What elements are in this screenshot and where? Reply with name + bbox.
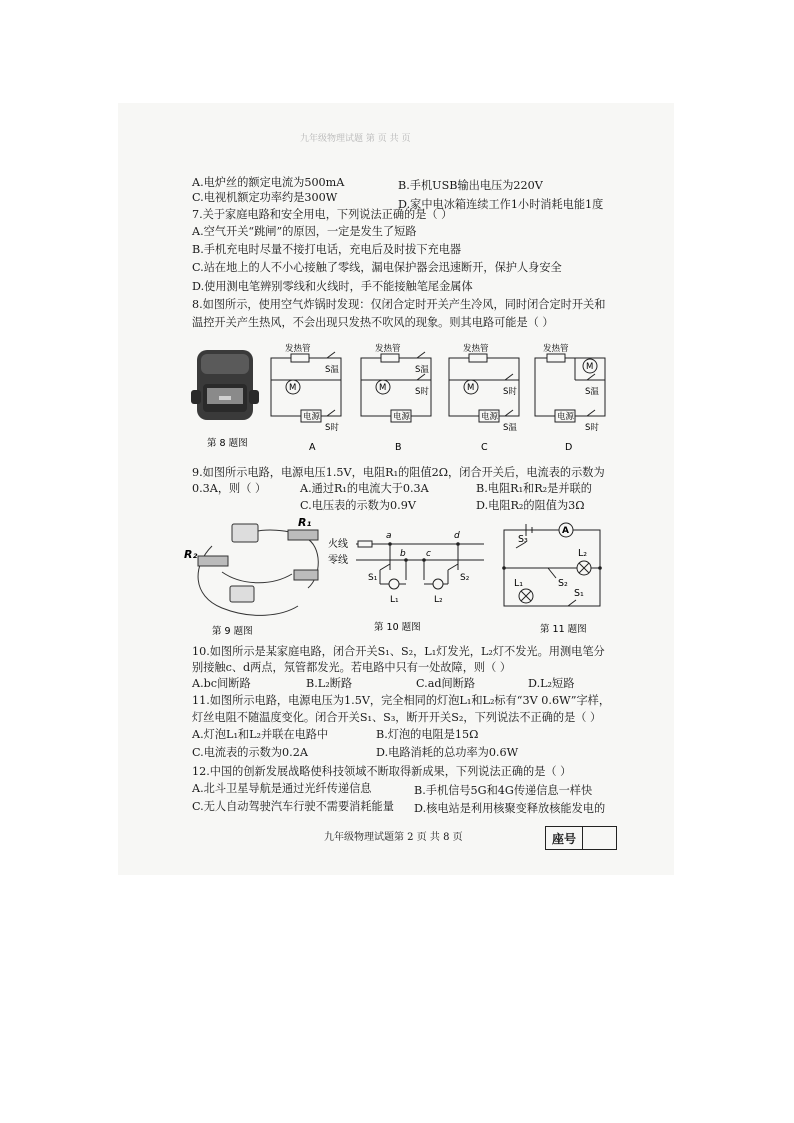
- resistor-r2: [198, 556, 228, 566]
- q7-stem: 7.关于家庭电路和安全用电，下列说法正确的是（ ）: [192, 208, 453, 221]
- q6-option-d: D.家中电冰箱连续工作1小时消耗电能1度: [398, 198, 604, 211]
- q11-option-c: C.电流表的示数为0.2A: [192, 746, 308, 759]
- air-fryer-image: [191, 350, 259, 420]
- q9-option-a: A.通过R₁的电流大于0.3A: [300, 482, 429, 495]
- q10-l1-label: L₁: [390, 595, 399, 605]
- q9-stem-line2: 0.3A，则（ ）: [192, 482, 267, 495]
- q8a-heater-label: 发热管: [285, 344, 311, 354]
- q7-option-a: A.空气开关“跳闸”的原因，一定是发生了短路: [192, 225, 417, 238]
- ammeter-device: [230, 586, 254, 602]
- q8b-heater-label: 发热管: [375, 344, 401, 354]
- q8-figure-caption: 第 8 题图: [207, 438, 248, 449]
- q8d-motor-label: M: [586, 362, 594, 372]
- q12-stem: 12.中国的创新发展战略使科技领域不断取得新成果，下列说法正确的是（ ）: [192, 765, 572, 778]
- q8d-heater-label: 发热管: [543, 344, 569, 354]
- q10-figure-caption: 第 10 题图: [374, 622, 421, 633]
- q9-option-b: B.电阻R₁和R₂是并联的: [476, 482, 592, 495]
- q11-s1-label: S₁: [574, 588, 584, 599]
- q11-l2-label: L₂: [578, 548, 588, 559]
- q11-s3-label: S₃: [518, 534, 528, 545]
- q8c-heater-label: 发热管: [463, 344, 489, 354]
- q7-option-b: B.手机充电时尽量不接打电话，充电后及时拔下充电器: [192, 243, 462, 256]
- seat-number-box: [545, 826, 617, 850]
- q6-option-b: B.手机USB输出电压为220V: [398, 179, 543, 192]
- q8b-source-label: 电源: [393, 412, 411, 422]
- q8-option-b-label: B: [395, 442, 402, 453]
- q8-stem-line1: 8.如图所示，使用空气炸锅时发现：仅闭合定时开关产生冷风，同时闭合定时开关和: [192, 298, 606, 311]
- q10-option-a: A.bc间断路: [192, 677, 251, 690]
- q9-option-d: D.电阻R₂的阻值为3Ω: [476, 499, 585, 512]
- q10-l2-label: L₂: [434, 595, 443, 605]
- q9-r2-label: R₂: [184, 548, 198, 561]
- q7-option-d: D.使用测电笔辨别零线和火线时，手不能接触笔尾金属体: [192, 280, 473, 293]
- q8-option-d-label: D: [565, 442, 573, 453]
- resistor-r1: [288, 530, 318, 540]
- q8b-switch-timer: S时: [415, 387, 429, 397]
- q10-point-b: b: [400, 549, 406, 559]
- q9-figure: [182, 516, 332, 640]
- q8d-source-label: 电源: [557, 412, 575, 422]
- q11-figure: [496, 518, 608, 640]
- q10-figure: [328, 524, 488, 640]
- q10-option-d: D.L₂短路: [528, 677, 575, 690]
- q11-s2-label: S₂: [558, 578, 568, 589]
- q10-neutral-wire-label: 零线: [328, 555, 348, 566]
- q11-option-a: A.灯泡L₁和L₂并联在电路中: [192, 728, 329, 741]
- q9-figure-caption: 第 9 题图: [212, 626, 253, 637]
- q6-option-a: A.电炉丝的额定电流为500mA: [192, 176, 345, 189]
- q12-option-d: D.核电站是利用核聚变释放核能发电的: [414, 802, 606, 815]
- q8-figure: [185, 338, 615, 458]
- q8a-switch-timer: S时: [325, 423, 339, 433]
- q10-option-b: B.L₂断路: [306, 677, 353, 690]
- q12-option-c: C.无人自动驾驶汽车行驶不需要消耗能量: [192, 800, 394, 813]
- q10-point-c: c: [426, 549, 431, 559]
- q8a-motor-label: M: [289, 383, 297, 393]
- q12-option-b: B.手机信号5G和4G传递信息一样快: [414, 784, 593, 797]
- q11-stem-line2: 灯丝电阻不随温度变化。闭合开关S₁、S₃，断开开关S₂，下列说法不正确的是（ ）: [192, 711, 602, 724]
- q11-ammeter-label: A: [562, 526, 569, 536]
- q8c-source-label: 电源: [481, 412, 499, 422]
- q11-l1-label: L₁: [514, 578, 524, 589]
- switch-device: [294, 570, 318, 580]
- q8-option-a-label: A: [309, 442, 316, 453]
- header-faint: 九年级物理试题 第 页 共 页: [300, 134, 411, 144]
- q10-s2-label: S₂: [460, 573, 470, 583]
- voltmeter-device: [232, 524, 258, 542]
- q8d-switch-temp: S温: [585, 387, 599, 397]
- q10-point-a: a: [386, 531, 392, 541]
- q8b-switch-temp: S温: [415, 365, 429, 375]
- q10-stem-line2: 别接触c、d两点，氖管都发光。若电路中只有一处故障，则（ ）: [192, 661, 512, 674]
- q6-option-c: C.电视机额定功率约是300W: [192, 191, 338, 204]
- q9-r1-label: R₁: [298, 516, 312, 529]
- q9-stem-line1: 9.如图所示电路，电源电压1.5V，电阻R₁的阻值2Ω，闭合开关后，电流表的示数为: [192, 466, 605, 479]
- q8-option-c-label: C: [481, 442, 488, 453]
- q8-stem-line2: 温控开关产生热风，不会出现只发热不吹风的现象。则其电路可能是（ ）: [192, 316, 554, 329]
- q8c-switch-timer: S时: [503, 387, 517, 397]
- q8c-motor-label: M: [467, 383, 475, 393]
- q8d-switch-timer: S时: [585, 423, 599, 433]
- q11-option-b: B.灯泡的电阻是15Ω: [376, 728, 479, 741]
- q10-point-d: d: [454, 531, 460, 541]
- q9-option-c: C.电压表的示数为0.9V: [300, 499, 416, 512]
- q10-live-wire-label: 火线: [328, 539, 348, 550]
- q10-option-c: C.ad间断路: [416, 677, 476, 690]
- seat-label: 座号: [546, 827, 583, 849]
- q11-option-d: D.电路消耗的总功率为0.6W: [376, 746, 519, 759]
- q12-option-a: A.北斗卫星导航是通过光纤传递信息: [192, 782, 372, 795]
- q10-stem-line1: 10.如图所示是某家庭电路，闭合开关S₁、S₂，L₁灯发光，L₂灯不发光。用测电笔分: [192, 645, 605, 658]
- q10-s1-label: S₁: [368, 573, 378, 583]
- q11-figure-caption: 第 11 题图: [540, 624, 587, 635]
- page-footer: 九年级物理试题第 2 页 共 8 页: [324, 832, 463, 843]
- q8a-switch-temp: S温: [325, 365, 339, 375]
- q7-option-c: C.站在地上的人不小心接触了零线，漏电保护器会迅速断开，保护人身安全: [192, 261, 562, 274]
- q8b-motor-label: M: [379, 383, 387, 393]
- q8a-source-label: 电源: [303, 412, 321, 422]
- q8c-switch-temp: S温: [503, 423, 517, 433]
- q11-stem-line1: 11.如图所示电路，电源电压为1.5V，完全相同的灯泡L₁和L₂标有“3V 0.6W”字样，: [192, 694, 611, 707]
